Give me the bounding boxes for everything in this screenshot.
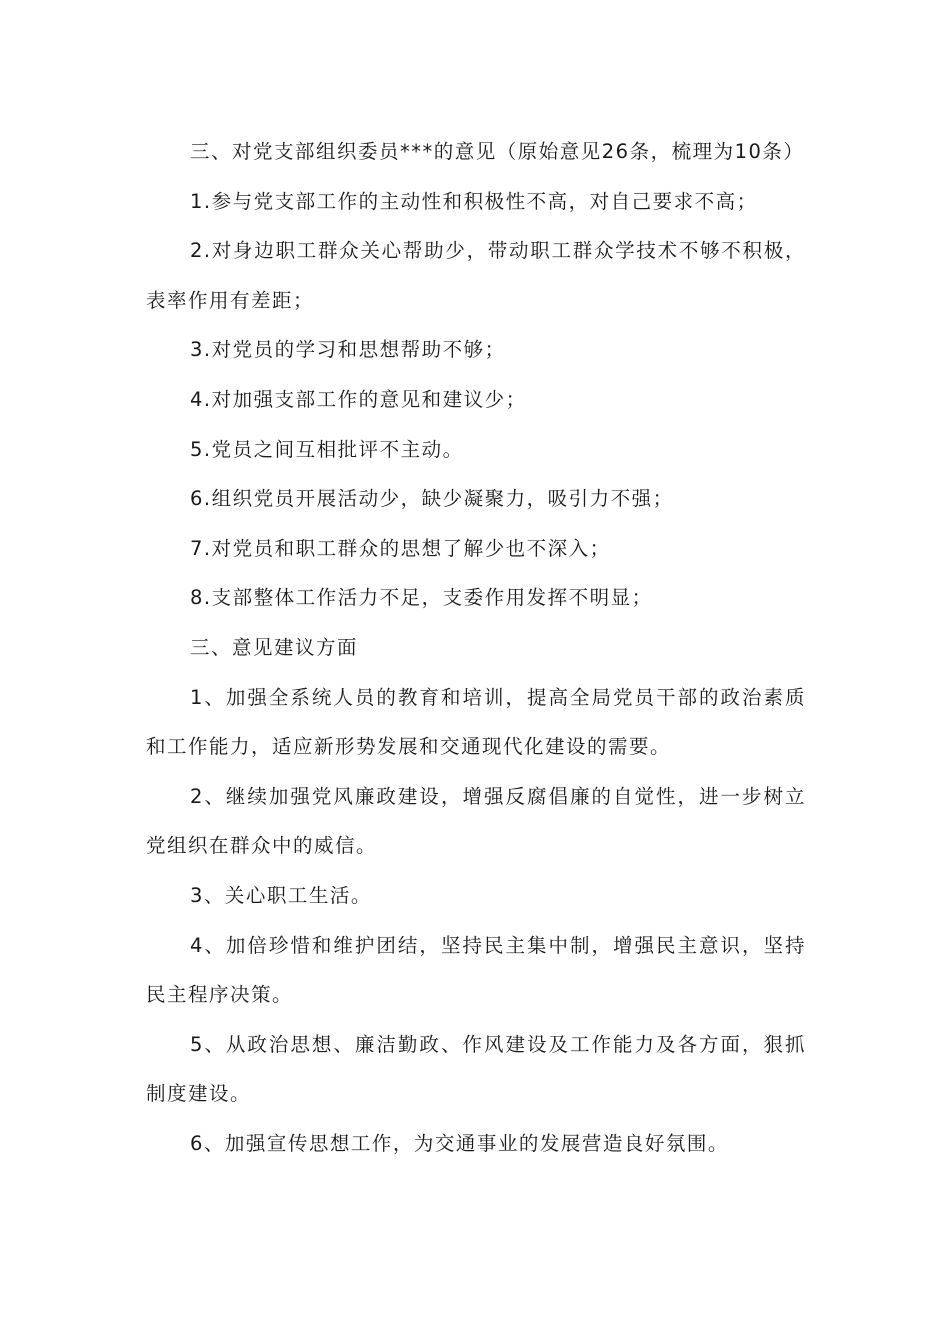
suggestion-item-5: 5、从政治思想、廉洁勤政、作风建设及工作能力及各方面，狠抓制度建设。 — [146, 1032, 806, 1106]
opinion-item-5: 5.党员之间互相批评不主动。 — [190, 437, 464, 461]
opinion-item-3: 3.对党员的学习和思想帮助不够； — [190, 338, 506, 362]
opinion-item-7: 7.对党员和职工群众的思想了解少也不深入； — [190, 536, 611, 560]
suggestion-item-6: 6、加强宣传思想工作，为交通事业的发展营造良好氛围。 — [190, 1131, 729, 1155]
opinion-item-6: 6.组织党员开展活动少，缺少凝聚力，吸引力不强； — [190, 487, 674, 511]
opinion-item-8: 8.支部整体工作活力不足，支委作用发挥不明显； — [190, 586, 653, 610]
document-body — [146, 127, 806, 1168]
opinion-item-1: 1.参与党支部工作的主动性和积极性不高，对自己要求不高； — [190, 189, 758, 213]
suggestion-item-4: 4、加倍珍惜和维护团结，坚持民主集中制，增强民主意识，坚持民主程序决策。 — [146, 933, 806, 1007]
section-heading-suggestions: 三、意见建议方面 — [190, 635, 359, 659]
suggestion-item-3: 3、关心职工生活。 — [190, 883, 372, 907]
suggestion-item-1: 1、加强全系统人员的教育和培训，提高全局党员干部的政治素质和工作能力，适应新形势发展和交通现代化建设的需要。 — [146, 685, 806, 759]
opinion-item-2: 2.对身边职工群众关心帮助少，带动职工群众学技术不够不积极，表率作用有差距； — [146, 239, 806, 312]
opinion-item-4: 4.对加强支部工作的意见和建议少； — [190, 387, 527, 411]
suggestion-item-2: 2、继续加强党风廉政建设，增强反腐倡廉的自觉性，进一步树立党组织在群众中的威信。 — [146, 784, 806, 858]
section-heading-organization-committee: 三、对党支部组织委员***的意见（原始意见26条，梳理为10条） — [190, 140, 805, 163]
